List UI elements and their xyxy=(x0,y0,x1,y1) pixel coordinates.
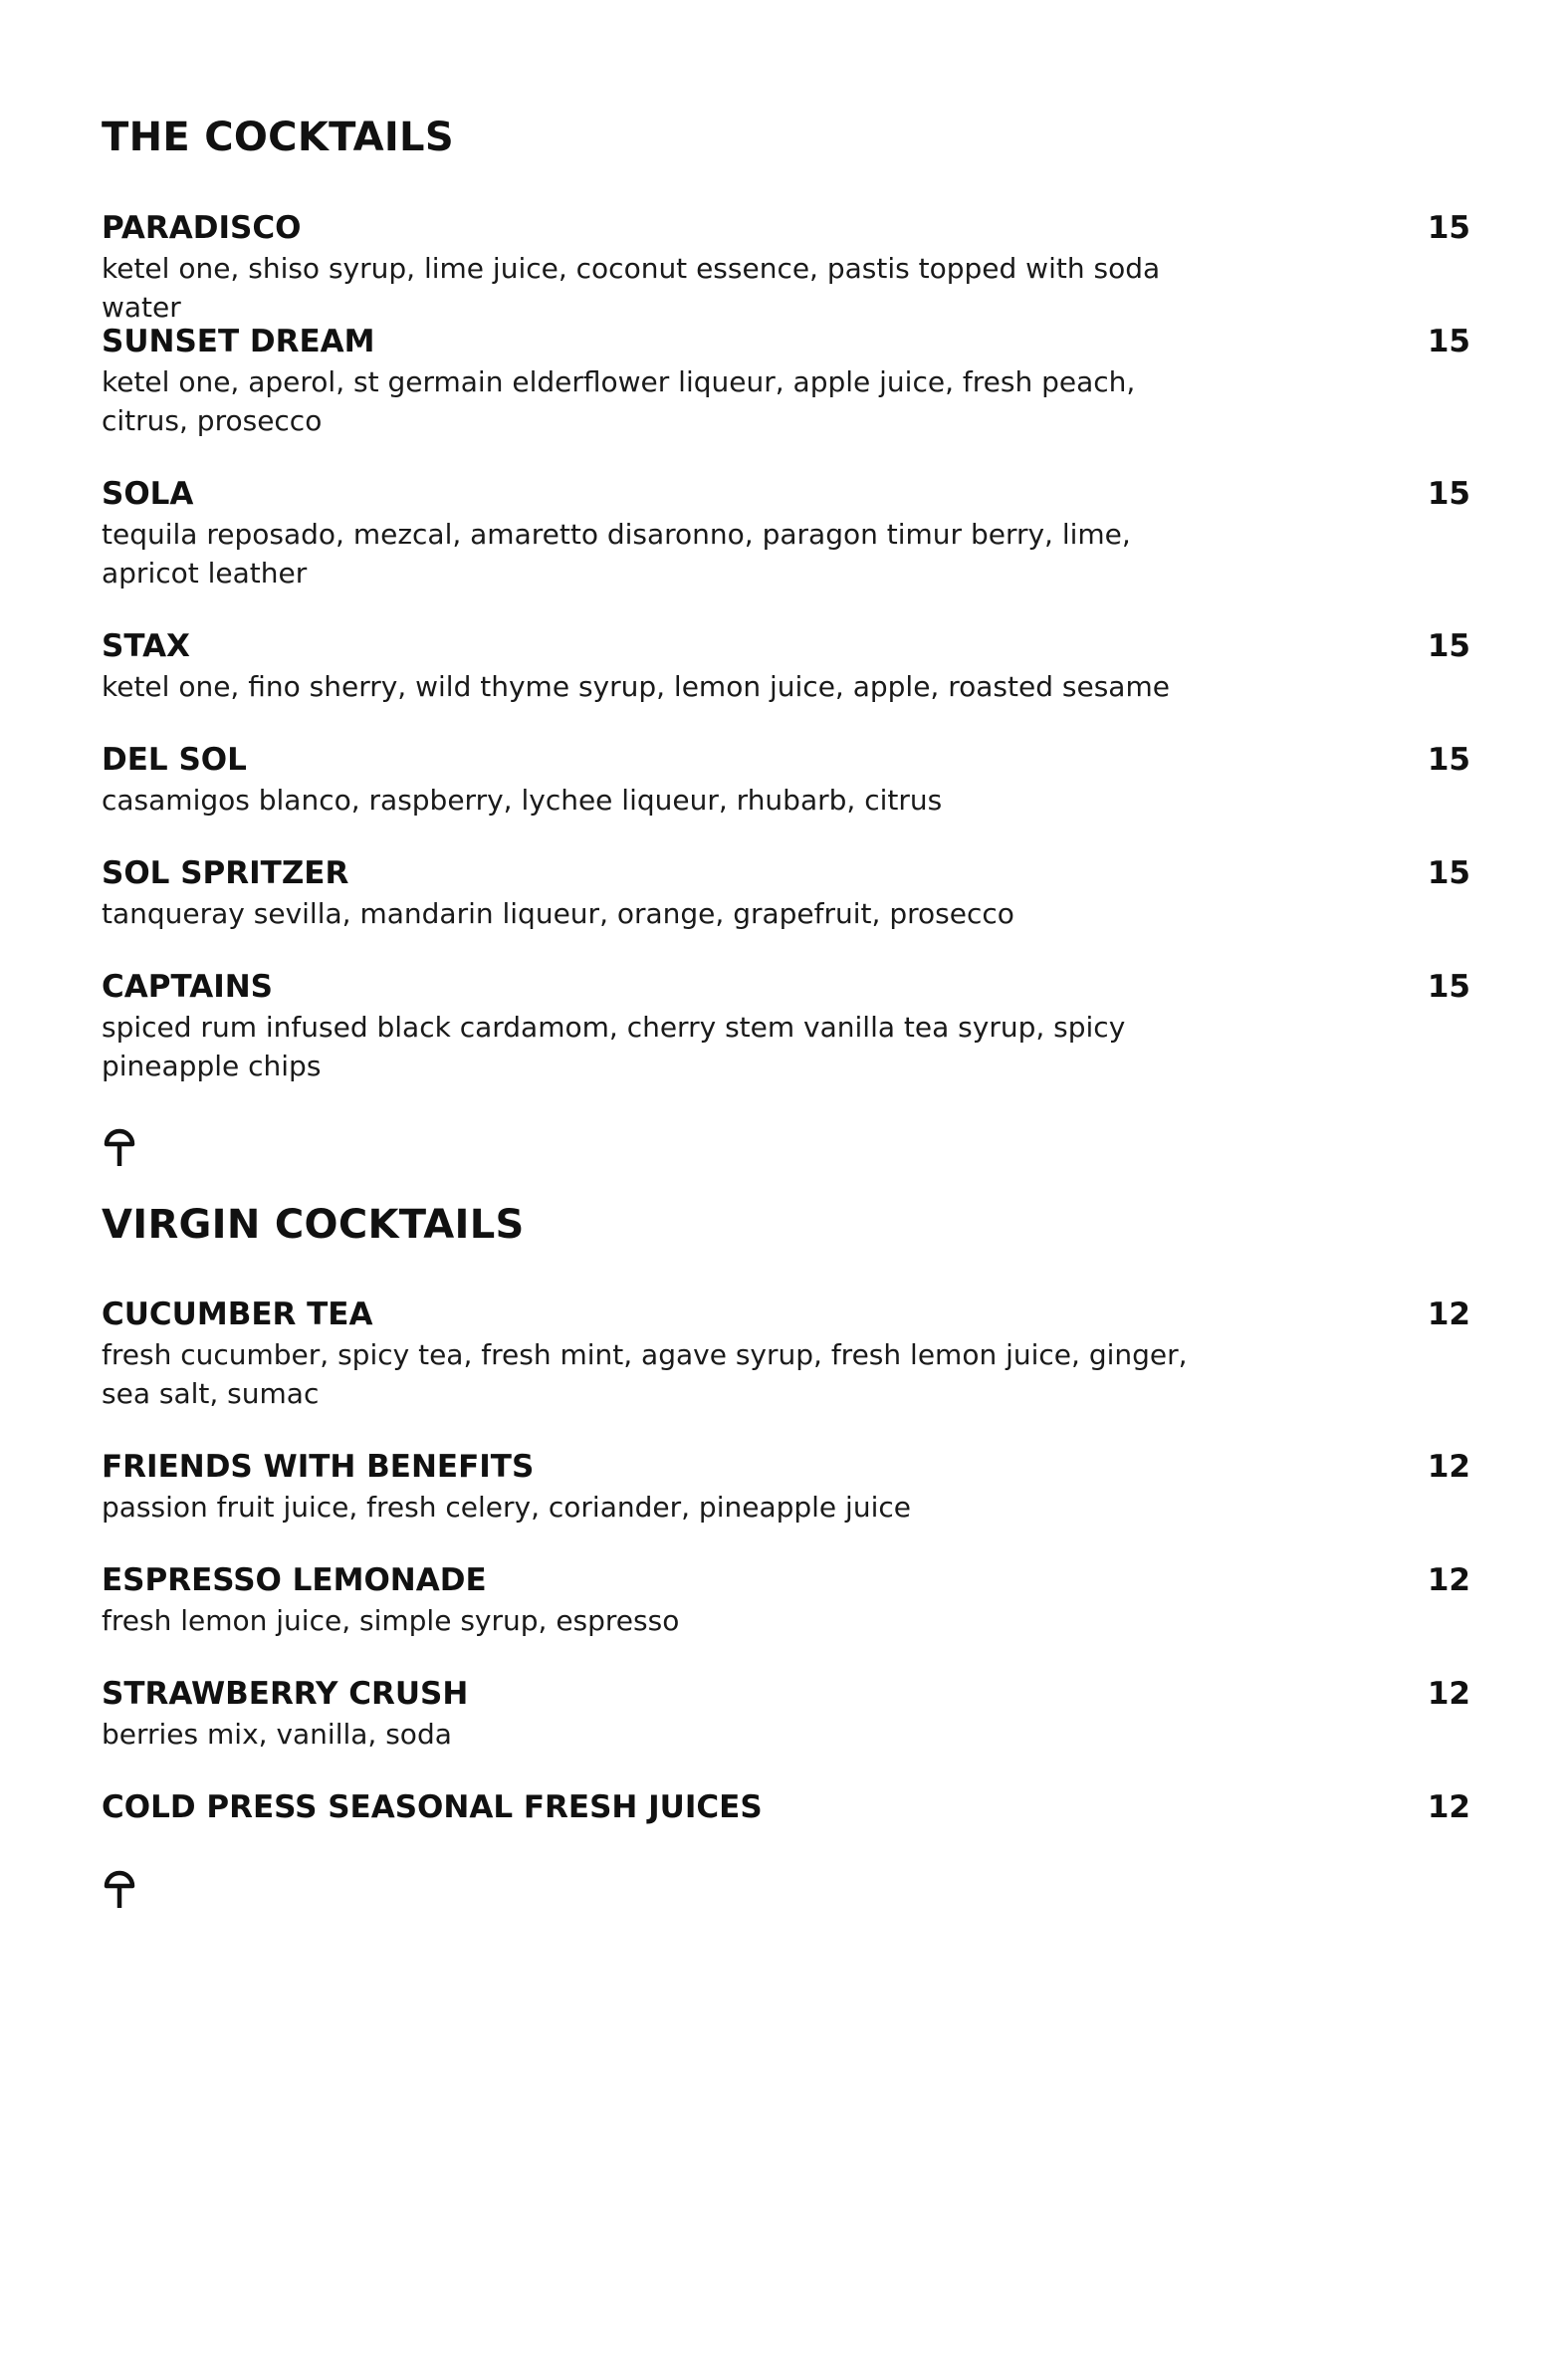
item-price: 15 xyxy=(1427,628,1470,664)
menu-item xyxy=(102,323,1470,440)
item-name: FRIENDS WITH BENEFITS xyxy=(102,1449,535,1485)
menu-item xyxy=(102,1561,1470,1640)
item-price: 12 xyxy=(1427,1562,1470,1598)
item-description: berries mix, vanilla, soda xyxy=(102,1718,452,1751)
menu-item xyxy=(102,741,1470,820)
umbrella-logo-icon xyxy=(102,1865,137,1909)
item-price: 15 xyxy=(1427,210,1470,246)
menu-item xyxy=(102,1448,1470,1527)
menu-item xyxy=(102,627,1470,706)
menu-item xyxy=(102,1675,1470,1754)
item-price: 15 xyxy=(1427,969,1470,1005)
umbrella-logo-icon xyxy=(102,1123,137,1167)
item-name: DEL SOL xyxy=(102,742,247,778)
item-price: 12 xyxy=(1427,1676,1470,1712)
section-title-cocktails: THE COCKTAILS xyxy=(102,115,454,160)
menu-item xyxy=(102,854,1470,933)
item-description: tanqueray sevilla, mandarin liqueur, orange, grapefruit, prosecco xyxy=(102,897,1014,930)
menu-item xyxy=(102,1788,1470,1826)
item-name: CAPTAINS xyxy=(102,969,273,1005)
item-name: SOLA xyxy=(102,476,194,512)
item-price: 12 xyxy=(1427,1296,1470,1332)
item-description: fresh lemon juice, simple syrup, espresso xyxy=(102,1604,680,1637)
item-price: 15 xyxy=(1427,855,1470,891)
item-description: ketel one, aperol, st germain elderflower liqueur, apple juice, fresh peach, citrus, prosecco xyxy=(102,365,1136,437)
item-name: COLD PRESS SEASONAL FRESH JUICES xyxy=(102,1789,763,1825)
item-description: ketel one, fino sherry, wild thyme syrup, lemon juice, apple, roasted sesame xyxy=(102,670,1170,703)
menu-item xyxy=(102,968,1470,1085)
section-title-virgin-cocktails: VIRGIN COCKTAILS xyxy=(102,1202,525,1248)
item-price: 15 xyxy=(1427,476,1470,512)
item-description: fresh cucumber, spicy tea, fresh mint, agave syrup, fresh lemon juice, ginger, sea salt, sumac xyxy=(102,1338,1188,1410)
menu-item xyxy=(102,475,1470,592)
item-name: ESPRESSO LEMONADE xyxy=(102,1562,487,1598)
item-price: 15 xyxy=(1427,742,1470,778)
item-price: 12 xyxy=(1427,1449,1470,1485)
item-name: PARADISCO xyxy=(102,210,302,246)
item-description: passion fruit juice, fresh celery, coriander, pineapple juice xyxy=(102,1491,911,1524)
item-description: casamigos blanco, raspberry, lychee liqueur, rhubarb, citrus xyxy=(102,784,943,817)
item-name: SOL SPRITZER xyxy=(102,855,349,891)
item-price: 12 xyxy=(1427,1789,1470,1825)
menu-item xyxy=(102,209,1470,327)
item-description: tequila reposado, mezcal, amaretto disaronno, paragon timur berry, lime, apricot leather xyxy=(102,518,1131,589)
item-name: SUNSET DREAM xyxy=(102,324,375,359)
menu-item xyxy=(102,1295,1470,1413)
item-description: spiced rum infused black cardamom, cherry stem vanilla tea syrup, spicy pineapple chips xyxy=(102,1011,1126,1082)
item-name: STRAWBERRY CRUSH xyxy=(102,1676,469,1712)
item-price: 15 xyxy=(1427,324,1470,359)
item-name: STAX xyxy=(102,628,190,664)
item-name: CUCUMBER TEA xyxy=(102,1296,373,1332)
item-description: ketel one, shiso syrup, lime juice, coconut essence, pastis topped with soda water xyxy=(102,252,1161,324)
